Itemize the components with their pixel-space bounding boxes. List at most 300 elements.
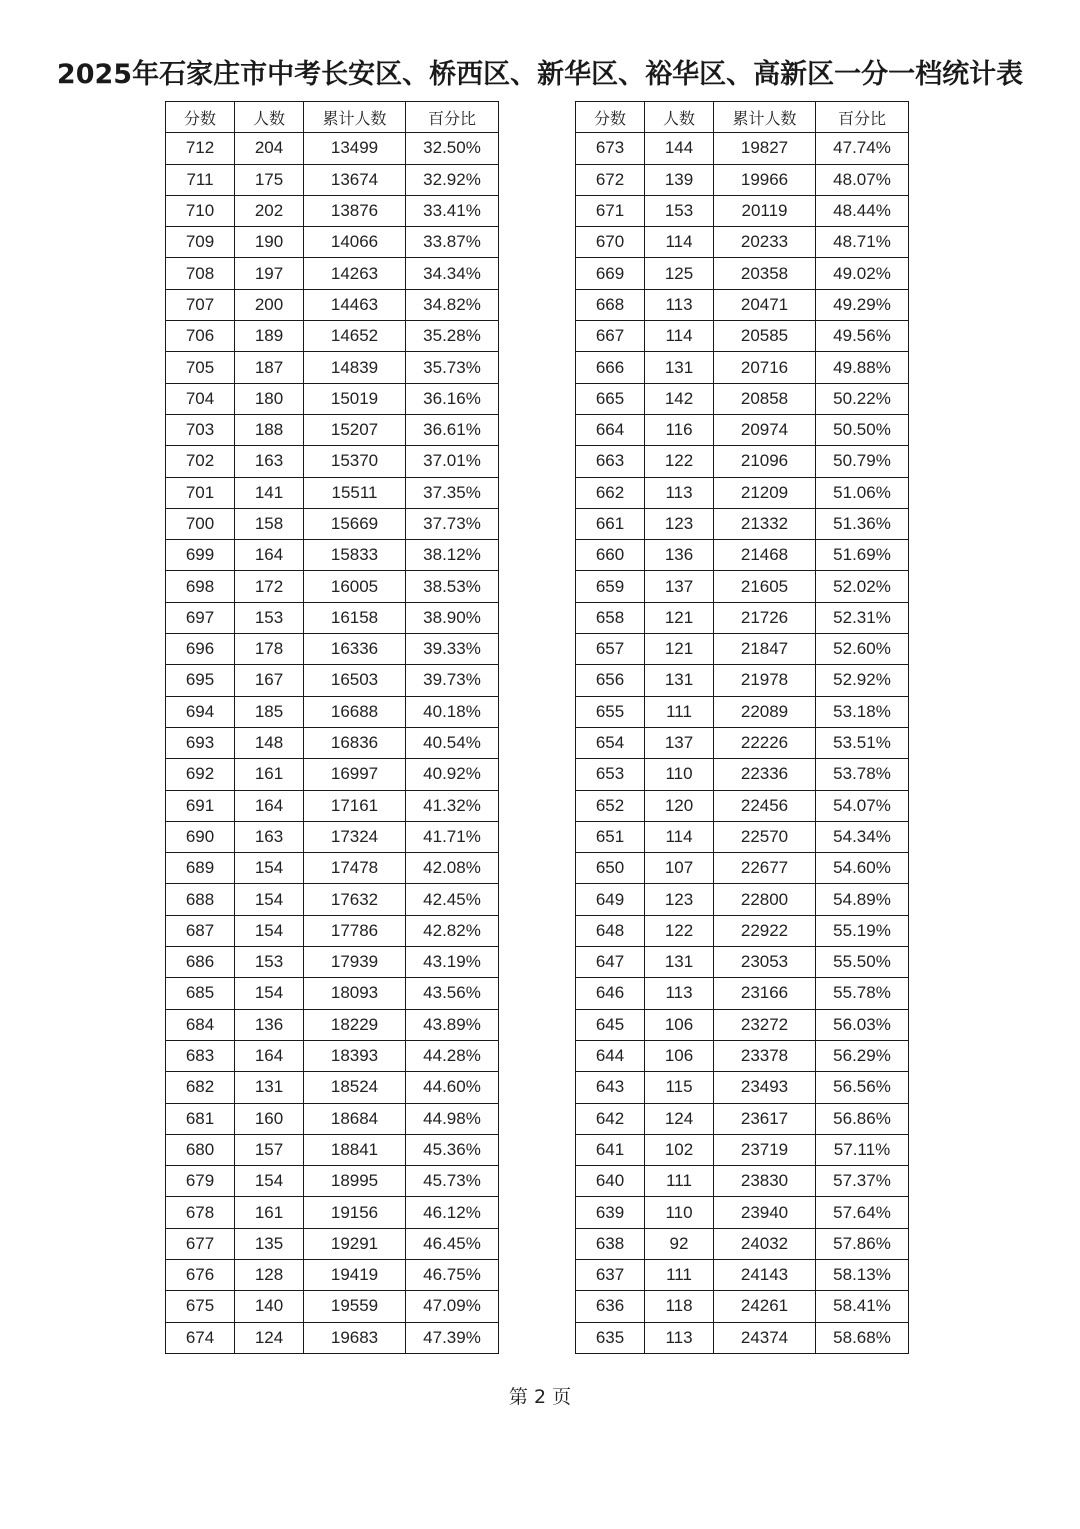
percent-cell: 48.44% xyxy=(816,195,909,226)
cumulative-cell: 17786 xyxy=(304,915,406,946)
percent-cell: 51.36% xyxy=(816,508,909,539)
count-cell: 118 xyxy=(645,1291,714,1322)
score-cell: 673 xyxy=(576,133,645,164)
table-row xyxy=(166,383,499,414)
score-cell: 707 xyxy=(166,289,235,320)
score-cell: 654 xyxy=(576,727,645,758)
table-row xyxy=(166,1166,499,1197)
table-row xyxy=(166,164,499,195)
table-row xyxy=(166,1072,499,1103)
count-cell: 142 xyxy=(645,383,714,414)
count-cell: 92 xyxy=(645,1228,714,1259)
count-cell: 188 xyxy=(235,414,304,445)
cumulative-cell: 17632 xyxy=(304,884,406,915)
count-cell: 167 xyxy=(235,665,304,696)
cumulative-cell: 23378 xyxy=(714,1040,816,1071)
table-row xyxy=(166,414,499,445)
count-cell: 161 xyxy=(235,1197,304,1228)
table-row xyxy=(166,1291,499,1322)
count-cell: 102 xyxy=(645,1134,714,1165)
table-row xyxy=(166,446,499,477)
table-row xyxy=(166,1322,499,1353)
header-cumulative: 累计人数 xyxy=(714,102,816,133)
score-cell: 712 xyxy=(166,133,235,164)
header-count: 人数 xyxy=(235,102,304,133)
score-cell: 644 xyxy=(576,1040,645,1071)
cumulative-cell: 19827 xyxy=(714,133,816,164)
table-row xyxy=(576,1291,909,1322)
count-cell: 190 xyxy=(235,227,304,258)
percent-cell: 35.28% xyxy=(406,321,499,352)
percent-cell: 42.45% xyxy=(406,884,499,915)
count-cell: 121 xyxy=(645,602,714,633)
percent-cell: 40.92% xyxy=(406,759,499,790)
table-row xyxy=(166,1228,499,1259)
percent-cell: 43.19% xyxy=(406,947,499,978)
percent-cell: 49.56% xyxy=(816,321,909,352)
table-row xyxy=(166,540,499,571)
score-cell: 675 xyxy=(166,1291,235,1322)
score-cell: 667 xyxy=(576,321,645,352)
count-cell: 120 xyxy=(645,790,714,821)
table-row xyxy=(166,352,499,383)
count-cell: 110 xyxy=(645,1197,714,1228)
score-cell: 710 xyxy=(166,195,235,226)
table-row xyxy=(576,1322,909,1353)
cumulative-cell: 22800 xyxy=(714,884,816,915)
percent-cell: 36.61% xyxy=(406,414,499,445)
percent-cell: 55.19% xyxy=(816,915,909,946)
page-title: 2025年石家庄市中考长安区、桥西区、新华区、裕华区、高新区一分一档统计表 xyxy=(56,59,1024,90)
count-cell: 154 xyxy=(235,1166,304,1197)
score-cell: 711 xyxy=(166,164,235,195)
percent-cell: 47.39% xyxy=(406,1322,499,1353)
score-cell: 694 xyxy=(166,696,235,727)
count-cell: 189 xyxy=(235,321,304,352)
percent-cell: 58.68% xyxy=(816,1322,909,1353)
score-cell: 646 xyxy=(576,978,645,1009)
cumulative-cell: 15370 xyxy=(304,446,406,477)
cumulative-cell: 20119 xyxy=(714,195,816,226)
percent-cell: 49.29% xyxy=(816,289,909,320)
cumulative-cell: 15669 xyxy=(304,508,406,539)
count-cell: 175 xyxy=(235,164,304,195)
score-cell: 686 xyxy=(166,947,235,978)
percent-cell: 46.75% xyxy=(406,1259,499,1290)
cumulative-cell: 23166 xyxy=(714,978,816,1009)
cumulative-cell: 24261 xyxy=(714,1291,816,1322)
table-row xyxy=(166,289,499,320)
score-cell: 636 xyxy=(576,1291,645,1322)
cumulative-cell: 20974 xyxy=(714,414,816,445)
cumulative-cell: 22336 xyxy=(714,759,816,790)
score-cell: 709 xyxy=(166,227,235,258)
cumulative-cell: 21332 xyxy=(714,508,816,539)
percent-cell: 48.71% xyxy=(816,227,909,258)
table-row xyxy=(576,947,909,978)
count-cell: 131 xyxy=(235,1072,304,1103)
cumulative-cell: 21978 xyxy=(714,665,816,696)
cumulative-cell: 16503 xyxy=(304,665,406,696)
table-row xyxy=(166,821,499,852)
cumulative-cell: 13674 xyxy=(304,164,406,195)
score-cell: 688 xyxy=(166,884,235,915)
table-row xyxy=(166,227,499,258)
percent-cell: 48.07% xyxy=(816,164,909,195)
score-cell: 640 xyxy=(576,1166,645,1197)
score-cell: 690 xyxy=(166,821,235,852)
cumulative-cell: 14263 xyxy=(304,258,406,289)
cumulative-cell: 19559 xyxy=(304,1291,406,1322)
percent-cell: 46.12% xyxy=(406,1197,499,1228)
score-cell: 656 xyxy=(576,665,645,696)
table-row xyxy=(576,1134,909,1165)
count-cell: 115 xyxy=(645,1072,714,1103)
count-cell: 154 xyxy=(235,978,304,1009)
cumulative-cell: 18684 xyxy=(304,1103,406,1134)
percent-cell: 33.87% xyxy=(406,227,499,258)
count-cell: 124 xyxy=(645,1103,714,1134)
score-cell: 639 xyxy=(576,1197,645,1228)
table-row xyxy=(576,195,909,226)
score-cell: 691 xyxy=(166,790,235,821)
table-row xyxy=(166,602,499,633)
count-cell: 164 xyxy=(235,540,304,571)
percent-cell: 58.13% xyxy=(816,1259,909,1290)
percent-cell: 57.86% xyxy=(816,1228,909,1259)
count-cell: 123 xyxy=(645,884,714,915)
cumulative-cell: 18841 xyxy=(304,1134,406,1165)
percent-cell: 40.54% xyxy=(406,727,499,758)
score-cell: 645 xyxy=(576,1009,645,1040)
count-cell: 202 xyxy=(235,195,304,226)
percent-cell: 52.31% xyxy=(816,602,909,633)
score-cell: 703 xyxy=(166,414,235,445)
percent-cell: 47.74% xyxy=(816,133,909,164)
page-number: 第 2 页 xyxy=(508,1386,572,1408)
count-cell: 110 xyxy=(645,759,714,790)
percent-cell: 56.03% xyxy=(816,1009,909,1040)
score-cell: 657 xyxy=(576,634,645,665)
table-row xyxy=(576,634,909,665)
count-cell: 178 xyxy=(235,634,304,665)
header-score: 分数 xyxy=(576,102,645,133)
count-cell: 113 xyxy=(645,1322,714,1353)
cumulative-cell: 16688 xyxy=(304,696,406,727)
score-cell: 649 xyxy=(576,884,645,915)
count-cell: 197 xyxy=(235,258,304,289)
table-row xyxy=(576,915,909,946)
header-percent: 百分比 xyxy=(816,102,909,133)
percent-cell: 34.82% xyxy=(406,289,499,320)
percent-cell: 41.32% xyxy=(406,790,499,821)
percent-cell: 50.50% xyxy=(816,414,909,445)
table-row xyxy=(576,352,909,383)
cumulative-cell: 23617 xyxy=(714,1103,816,1134)
percent-cell: 54.89% xyxy=(816,884,909,915)
count-cell: 204 xyxy=(235,133,304,164)
score-cell: 678 xyxy=(166,1197,235,1228)
table-row xyxy=(166,508,499,539)
percent-cell: 50.22% xyxy=(816,383,909,414)
percent-cell: 34.34% xyxy=(406,258,499,289)
table-row xyxy=(576,665,909,696)
cumulative-cell: 24143 xyxy=(714,1259,816,1290)
table-row xyxy=(576,853,909,884)
count-cell: 121 xyxy=(645,634,714,665)
score-cell: 700 xyxy=(166,508,235,539)
cumulative-cell: 20471 xyxy=(714,289,816,320)
percent-cell: 36.16% xyxy=(406,383,499,414)
score-cell: 635 xyxy=(576,1322,645,1353)
table-row xyxy=(166,947,499,978)
cumulative-cell: 16997 xyxy=(304,759,406,790)
percent-cell: 32.50% xyxy=(406,133,499,164)
percent-cell: 35.73% xyxy=(406,352,499,383)
count-cell: 116 xyxy=(645,414,714,445)
score-cell: 653 xyxy=(576,759,645,790)
cumulative-cell: 13499 xyxy=(304,133,406,164)
percent-cell: 44.28% xyxy=(406,1040,499,1071)
count-cell: 140 xyxy=(235,1291,304,1322)
percent-cell: 50.79% xyxy=(816,446,909,477)
score-table-left xyxy=(165,101,499,1354)
score-cell: 650 xyxy=(576,853,645,884)
count-cell: 161 xyxy=(235,759,304,790)
table-row xyxy=(576,508,909,539)
score-cell: 666 xyxy=(576,352,645,383)
percent-cell: 51.06% xyxy=(816,477,909,508)
cumulative-cell: 20858 xyxy=(714,383,816,414)
table-row xyxy=(576,790,909,821)
score-cell: 661 xyxy=(576,508,645,539)
table-row xyxy=(576,414,909,445)
percent-cell: 52.60% xyxy=(816,634,909,665)
score-cell: 689 xyxy=(166,853,235,884)
table-row xyxy=(576,1009,909,1040)
count-cell: 111 xyxy=(645,1166,714,1197)
score-cell: 664 xyxy=(576,414,645,445)
table-row xyxy=(576,1072,909,1103)
cumulative-cell: 17161 xyxy=(304,790,406,821)
table-row xyxy=(166,133,499,164)
count-cell: 136 xyxy=(645,540,714,571)
table-row xyxy=(576,1197,909,1228)
table-row xyxy=(576,289,909,320)
count-cell: 153 xyxy=(235,947,304,978)
score-cell: 669 xyxy=(576,258,645,289)
percent-cell: 51.69% xyxy=(816,540,909,571)
count-cell: 122 xyxy=(645,915,714,946)
percent-cell: 33.41% xyxy=(406,195,499,226)
header-score: 分数 xyxy=(166,102,235,133)
cumulative-cell: 19966 xyxy=(714,164,816,195)
score-cell: 696 xyxy=(166,634,235,665)
table-header-row xyxy=(576,102,909,133)
count-cell: 148 xyxy=(235,727,304,758)
table-row xyxy=(576,321,909,352)
score-cell: 708 xyxy=(166,258,235,289)
table-row xyxy=(576,1040,909,1071)
percent-cell: 37.01% xyxy=(406,446,499,477)
table-row xyxy=(576,759,909,790)
cumulative-cell: 14066 xyxy=(304,227,406,258)
table-row xyxy=(576,884,909,915)
table-row xyxy=(166,853,499,884)
percent-cell: 37.73% xyxy=(406,508,499,539)
count-cell: 163 xyxy=(235,446,304,477)
score-cell: 693 xyxy=(166,727,235,758)
percent-cell: 49.88% xyxy=(816,352,909,383)
score-cell: 641 xyxy=(576,1134,645,1165)
cumulative-cell: 15019 xyxy=(304,383,406,414)
score-cell: 660 xyxy=(576,540,645,571)
count-cell: 154 xyxy=(235,884,304,915)
score-table-right xyxy=(575,101,909,1354)
cumulative-cell: 18393 xyxy=(304,1040,406,1071)
percent-cell: 44.60% xyxy=(406,1072,499,1103)
percent-cell: 54.34% xyxy=(816,821,909,852)
count-cell: 164 xyxy=(235,1040,304,1071)
score-cell: 692 xyxy=(166,759,235,790)
count-cell: 114 xyxy=(645,227,714,258)
count-cell: 111 xyxy=(645,696,714,727)
cumulative-cell: 23719 xyxy=(714,1134,816,1165)
percent-cell: 53.78% xyxy=(816,759,909,790)
count-cell: 153 xyxy=(235,602,304,633)
score-cell: 643 xyxy=(576,1072,645,1103)
cumulative-cell: 19419 xyxy=(304,1259,406,1290)
table-row xyxy=(166,1103,499,1134)
count-cell: 187 xyxy=(235,352,304,383)
cumulative-cell: 19683 xyxy=(304,1322,406,1353)
table-row xyxy=(166,915,499,946)
header-percent: 百分比 xyxy=(406,102,499,133)
percent-cell: 45.73% xyxy=(406,1166,499,1197)
count-cell: 137 xyxy=(645,727,714,758)
score-cell: 684 xyxy=(166,1009,235,1040)
cumulative-cell: 22089 xyxy=(714,696,816,727)
count-cell: 113 xyxy=(645,289,714,320)
percent-cell: 38.90% xyxy=(406,602,499,633)
count-cell: 131 xyxy=(645,352,714,383)
score-cell: 668 xyxy=(576,289,645,320)
table-row xyxy=(576,1228,909,1259)
count-cell: 157 xyxy=(235,1134,304,1165)
cumulative-cell: 19291 xyxy=(304,1228,406,1259)
percent-cell: 42.08% xyxy=(406,853,499,884)
table-row xyxy=(576,727,909,758)
cumulative-cell: 14652 xyxy=(304,321,406,352)
score-cell: 671 xyxy=(576,195,645,226)
table-row xyxy=(576,540,909,571)
count-cell: 125 xyxy=(645,258,714,289)
count-cell: 106 xyxy=(645,1009,714,1040)
score-cell: 674 xyxy=(166,1322,235,1353)
cumulative-cell: 18093 xyxy=(304,978,406,1009)
score-cell: 647 xyxy=(576,947,645,978)
table-row xyxy=(576,446,909,477)
cumulative-cell: 15833 xyxy=(304,540,406,571)
score-cell: 652 xyxy=(576,790,645,821)
table-row xyxy=(166,759,499,790)
count-cell: 172 xyxy=(235,571,304,602)
table-row xyxy=(576,1259,909,1290)
percent-cell: 44.98% xyxy=(406,1103,499,1134)
score-cell: 659 xyxy=(576,571,645,602)
score-cell: 682 xyxy=(166,1072,235,1103)
percent-cell: 58.41% xyxy=(816,1291,909,1322)
percent-cell: 45.36% xyxy=(406,1134,499,1165)
table-row xyxy=(166,727,499,758)
count-cell: 131 xyxy=(645,665,714,696)
percent-cell: 57.64% xyxy=(816,1197,909,1228)
percent-cell: 41.71% xyxy=(406,821,499,852)
count-cell: 163 xyxy=(235,821,304,852)
table-row xyxy=(166,1009,499,1040)
table-row xyxy=(166,790,499,821)
cumulative-cell: 15511 xyxy=(304,477,406,508)
count-cell: 180 xyxy=(235,383,304,414)
percent-cell: 54.60% xyxy=(816,853,909,884)
cumulative-cell: 23940 xyxy=(714,1197,816,1228)
count-cell: 158 xyxy=(235,508,304,539)
score-cell: 698 xyxy=(166,571,235,602)
cumulative-cell: 17939 xyxy=(304,947,406,978)
score-cell: 672 xyxy=(576,164,645,195)
cumulative-cell: 19156 xyxy=(304,1197,406,1228)
percent-cell: 39.73% xyxy=(406,665,499,696)
cumulative-cell: 16158 xyxy=(304,602,406,633)
percent-cell: 46.45% xyxy=(406,1228,499,1259)
cumulative-cell: 22677 xyxy=(714,853,816,884)
count-cell: 136 xyxy=(235,1009,304,1040)
cumulative-cell: 21096 xyxy=(714,446,816,477)
score-cell: 662 xyxy=(576,477,645,508)
count-cell: 200 xyxy=(235,289,304,320)
score-cell: 687 xyxy=(166,915,235,946)
percent-cell: 43.89% xyxy=(406,1009,499,1040)
cumulative-cell: 20233 xyxy=(714,227,816,258)
table-row xyxy=(576,978,909,1009)
count-cell: 154 xyxy=(235,853,304,884)
count-cell: 111 xyxy=(645,1259,714,1290)
table-row xyxy=(576,383,909,414)
count-cell: 185 xyxy=(235,696,304,727)
cumulative-cell: 20358 xyxy=(714,258,816,289)
score-cell: 705 xyxy=(166,352,235,383)
cumulative-cell: 15207 xyxy=(304,414,406,445)
score-cell: 695 xyxy=(166,665,235,696)
count-cell: 137 xyxy=(645,571,714,602)
percent-cell: 38.12% xyxy=(406,540,499,571)
cumulative-cell: 17324 xyxy=(304,821,406,852)
percent-cell: 47.09% xyxy=(406,1291,499,1322)
table-row xyxy=(576,696,909,727)
score-cell: 677 xyxy=(166,1228,235,1259)
table-row xyxy=(166,195,499,226)
score-cell: 676 xyxy=(166,1259,235,1290)
table-row xyxy=(576,1103,909,1134)
cumulative-cell: 23493 xyxy=(714,1072,816,1103)
table-row xyxy=(576,571,909,602)
table-row xyxy=(576,258,909,289)
count-cell: 139 xyxy=(645,164,714,195)
score-cell: 701 xyxy=(166,477,235,508)
count-cell: 114 xyxy=(645,321,714,352)
score-cell: 637 xyxy=(576,1259,645,1290)
header-count: 人数 xyxy=(645,102,714,133)
